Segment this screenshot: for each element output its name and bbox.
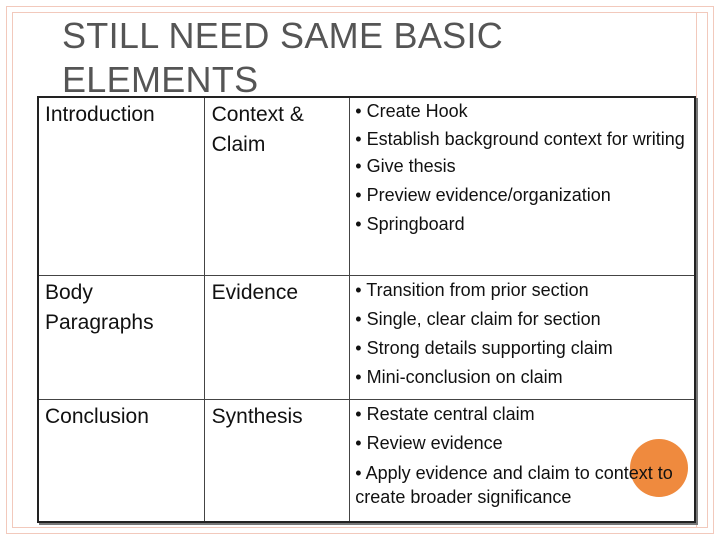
purpose-cell: [204, 97, 350, 275]
details-list: [350, 276, 694, 392]
list-item: • Review evidence: [355, 432, 503, 453]
list-item: • Springboard: [355, 214, 465, 234]
purpose-label: Synthesis: [211, 404, 303, 428]
elements-table: [37, 96, 696, 523]
table-row: [38, 275, 695, 399]
section-cell: [38, 97, 204, 275]
section-label: Conclusion: [45, 404, 149, 428]
section-label: Body Paragraphs: [45, 280, 154, 334]
list-item: • Apply evidence and claim to context to create broader significance: [355, 462, 673, 507]
list-item: • Transition from prior section: [355, 279, 589, 300]
table-row: [38, 399, 695, 522]
list-item: • Single, clear claim for section: [355, 308, 601, 329]
details-list: [350, 98, 694, 239]
list-item: • Strong details supporting claim: [355, 337, 613, 358]
slide-side-rule: [696, 12, 697, 528]
list-item: • Establish background context for writing: [355, 129, 685, 149]
details-list: [350, 400, 694, 509]
list-item: • Give thesis: [355, 156, 456, 176]
details-cell: [350, 399, 695, 522]
details-cell: [350, 275, 695, 399]
purpose-cell: [204, 399, 350, 522]
list-item: • Create Hook: [355, 101, 468, 121]
list-item: • Mini-conclusion on claim: [355, 366, 563, 387]
purpose-label: Evidence: [211, 280, 299, 304]
table-row: [38, 97, 695, 275]
section-label: Introduction: [45, 103, 155, 126]
details-cell: [350, 97, 695, 275]
purpose-label: Context & Claim: [211, 103, 304, 156]
list-item: • Preview evidence/organization: [355, 185, 611, 205]
list-item: • Restate central claim: [355, 403, 535, 424]
section-cell: [38, 275, 204, 399]
slide-title: STILL NEED SAME BASIC ELEMENTS: [62, 15, 504, 100]
section-cell: [38, 399, 204, 522]
purpose-cell: [204, 275, 350, 399]
